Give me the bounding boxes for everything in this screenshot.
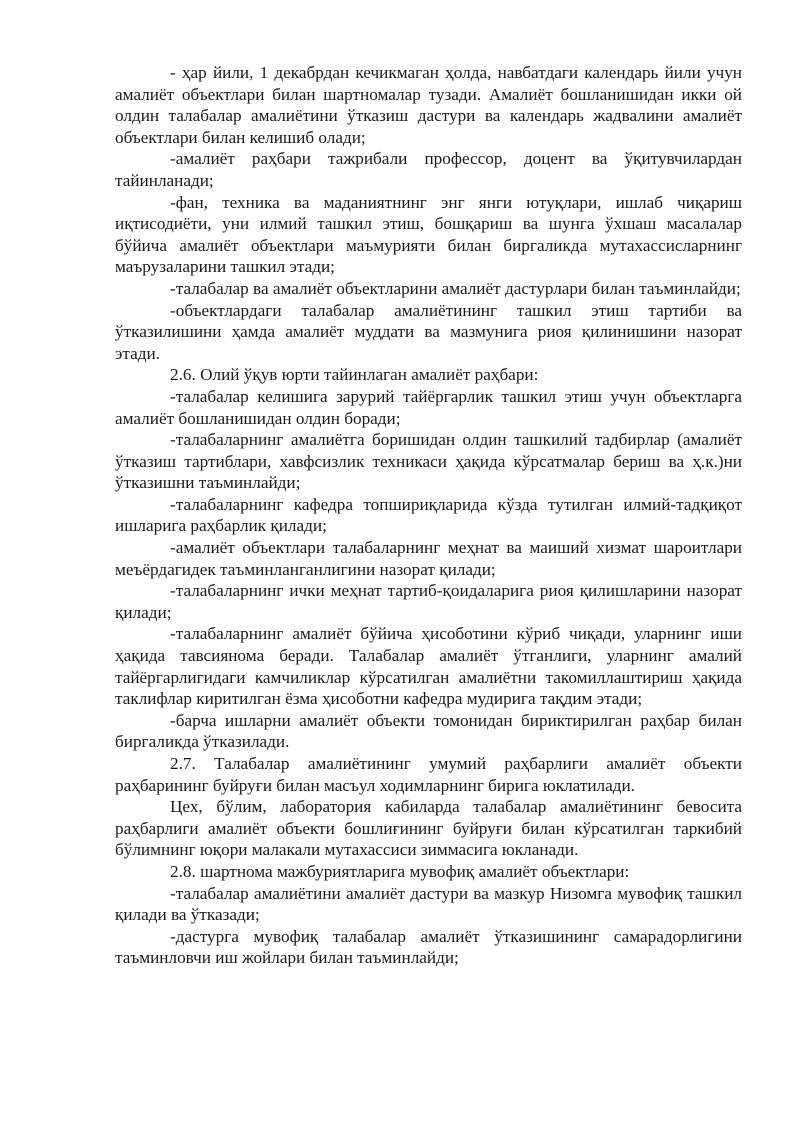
paragraph-programs-provision: -талабалар ва амалиёт объектларини амалиёт дастурлари билан таъминлайди; (170, 278, 741, 298)
paragraph-contracts: - ҳар йили, 1 декабрдан кечикмаган ҳолда, навбатдаги календарь йили учун амалиёт объектлари билан шартномалар тузади. Амалиёт бошланишидан икки ой олдин талабалар амалиётини ўтказиш дастури ва календарь жадвалини амалиёт объектлари билан келишиб олади; (115, 63, 742, 147)
paragraph-direct-supervision: Цех, бўлим, лаборатория кабиларда талабалар амалиётининг бевосита раҳбарлиги амалиёт объекти бошлиғининг буйруғи билан кўрсатилган таркибий бўлимнинг юқори малакали мутахассиси зиммасига юкланади. (115, 797, 742, 860)
paragraph-visit-objects: -талабалар келишига зарурий тайёргарлик ташкил этиш учун объектларга амалиёт бошланишидан олдин боради; (115, 386, 742, 428)
paragraph-working-conditions: -амалиёт объектлари талабаларнинг меҳнат ва маиший хизмат шароитлари меъёрдагидек таъминланганлигини назорат қилади; (115, 538, 742, 579)
section-heading-2-8: 2.8. шартнома мажбуриятларига мувофиқ амалиёт объектлари: (170, 861, 630, 881)
paragraph-organize-practice: -талабалар амалиётини амалиёт дастури ва мазкур Низомга мувофиқ ташкил қилади ва ўтказади; (115, 883, 742, 925)
paragraph-organizational-measures: -талабаларнинг амалиётга боришидан олдин ташкилий тадбирлар (амалиёт ўтказиш тартиблари, хавфсизлик техникаси ҳақида кўрсатмалар бериш ва ҳ.к.)ни ўтказишни таъминлайди; (115, 430, 742, 493)
paragraph-internal-rules: -талабаларнинг ички меҳнат тартиб-қоидаларига риоя қилишларини назорат қилади; (115, 581, 742, 622)
paragraph-supervisor-appointment: -амалиёт раҳбари тажрибали профессор, доцент ва ўқитувчилардан тайинланади; (115, 149, 742, 190)
paragraph-control: -объектлардаги талабалар амалиётининг ташкил этиш тартиби ва ўтказилишини ҳамда амалиёт муддати ва мазмунига риоя қилинишини назорат этади. (115, 300, 742, 363)
paragraph-joint-work: -барча ишларни амалиёт объекти томонидан бириктирилган раҳбар билан биргаликда ўтказилади. (115, 710, 742, 752)
section-heading-2-7: 2.7. Талабалар амалиётининг умумий раҳбарлиги амалиёт объекти раҳбарининг буйруғи билан масъул ходимларнинг бирига юклатилади. (115, 754, 742, 795)
document-page (115, 62, 742, 969)
paragraph-lectures: -фан, техника ва маданиятнинг энг янги ютуқлари, ишлаб чиқариш иқтисодиёти, уни илмий ташкил этиш, бошқариш ва шунга ўхшаш масалалар бўйича амалиёт объектлари маъмурияти билан биргаликда мутахассисларнинг маърузаларини ташкил этади; (115, 192, 742, 277)
paragraph-report-review: -талабаларнинг амалиёт бўйича ҳисоботини кўриб чиқади, уларнинг иши ҳақида тавсияномa беради. Талабалар амалиёт ўтганлиги, уларнинг амалий тайёргарлигидаги камчиликлар кўрсатилган амалиётни такомиллаштириш ҳақида таклифлар киритилган ёзма ҳисоботни кафедра мудирига тақдим этади; (115, 624, 742, 709)
section-heading-2-6: 2.6. Олий ўқув юрти тайинлаган амалиёт раҳбари: (170, 365, 539, 385)
paragraph-workplaces: -дастурга мувофиқ талабалар амалиёт ўтказишининг самарадорлигини таъминловчи иш жойлари билан таъминлайди; (115, 926, 742, 968)
paragraph-research-guidance: -талабаларнинг кафедра топшириқларида кўзда тутилган илмий-тадқиқот ишларига раҳбарлик қилади; (115, 494, 742, 536)
